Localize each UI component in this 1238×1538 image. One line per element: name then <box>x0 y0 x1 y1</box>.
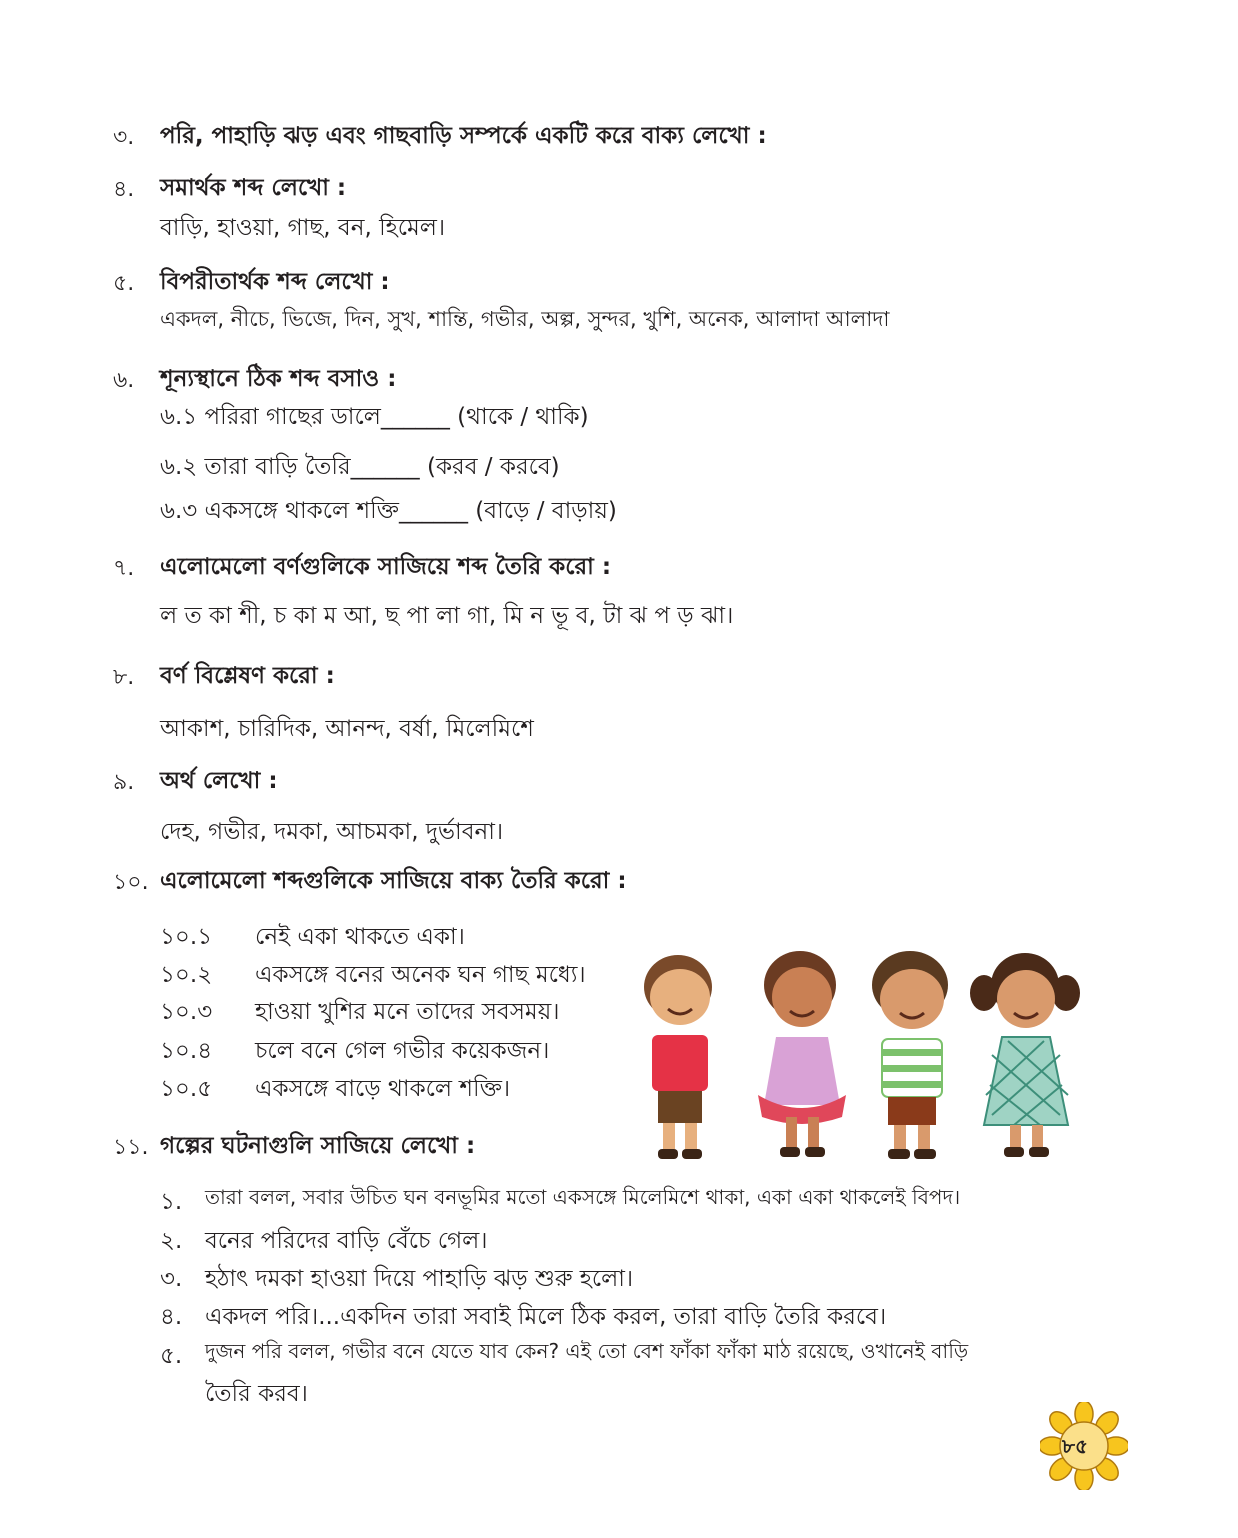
q11-item-3-text: হঠাৎ দমকা হাওয়া দিয়ে পাহাড়ি ঝড় শুরু হলো। <box>205 1266 634 1292</box>
q10-item-4-text: চলে বনে গেল গভীর কয়েকজন। <box>255 1038 550 1064</box>
q8-text: আকাশ, চারিদিক, আনন্দ, বর্ষা, মিলেমিশে <box>160 716 534 742</box>
q11-item-3-number: ৩. <box>160 1266 183 1292</box>
q5-number: ৫. <box>113 271 135 296</box>
q9-number: ৯. <box>113 770 135 795</box>
q10-item-4-number: ১০.৪ <box>160 1038 213 1064</box>
child-2-figure <box>758 951 846 1157</box>
child-1-figure <box>644 955 712 1159</box>
q9-heading: অর্থ লেখো : <box>160 768 278 794</box>
child-3-figure <box>872 951 948 1159</box>
q10-number: ১০. <box>113 870 149 895</box>
q10-item-5-text: একসঙ্গে বাড়ে থাকলে শক্তি। <box>255 1076 511 1102</box>
q10-item-1-text: নেই একা থাকতে একা। <box>255 924 465 950</box>
q11-item-4-text: একদল পরি।...একদিন তারা সবাই মিলে ঠিক করল, তারা বাড়ি তৈরি করবে। <box>205 1304 887 1330</box>
q11-item-5-number: ৫. <box>160 1343 183 1369</box>
q6-item-3: ৬.৩ একসঙ্গে থাকলে শক্তি______ (বাড়ে / বাড়ায়) <box>160 498 617 524</box>
q11-item-2-number: ২. <box>160 1228 183 1254</box>
q11-item-5-text-continued: তৈরি করব। <box>205 1381 308 1407</box>
q10-item-5-number: ১০.৫ <box>160 1076 213 1102</box>
q4-number: ৪. <box>113 177 135 202</box>
q11-item-2-text: বনের পরিদের বাড়ি বেঁচে গেল। <box>205 1228 488 1254</box>
children-illustration <box>630 945 1130 1170</box>
q6-item-1: ৬.১ পরিরা গাছের ডালে______ (থাকে / থাকি) <box>160 404 589 430</box>
q4-text: বাড়ি, হাওয়া, গাছ, বন, হিমেল। <box>160 215 446 241</box>
q11-item-1-number: ১. <box>160 1189 183 1215</box>
q11-item-1-text: তারা বলল, সবার উচিত ঘন বনভূমির মতো একসঙ্গে মিলেমিশে থাকা, একা একা থাকলেই বিপদ। <box>205 1185 961 1209</box>
q10-item-1-number: ১০.১ <box>160 924 213 950</box>
q8-number: ৮. <box>113 665 135 690</box>
q7-heading: এলোমেলো বর্ণগুলিকে সাজিয়ে শব্দ তৈরি করো : <box>160 554 612 580</box>
q9-text: দেহ, গভীর, দমকা, আচমকা, দুর্ভাবনা। <box>160 819 504 845</box>
q11-item-5-text: দুজন পরি বলল, গভীর বনে যেতে যাব কেন? এই তো বেশ ফাঁকা ফাঁকা মাঠ রয়েছে, ওখানেই বাড়ি <box>205 1339 969 1363</box>
q3-number: ৩. <box>113 125 135 150</box>
q5-heading: বিপরীতার্থক শব্দ লেখো : <box>160 269 390 295</box>
q10-item-2-number: ১০.২ <box>160 962 213 988</box>
q11-number: ১১. <box>113 1135 149 1160</box>
q10-heading: এলোমেলো শব্দগুলিকে সাজিয়ে বাক্য তৈরি করো : <box>160 868 627 894</box>
q11-heading: গল্পের ঘটনাগুলি সাজিয়ে লেখো : <box>160 1133 476 1159</box>
q11-item-4-number: ৪. <box>160 1304 183 1330</box>
q5-text: একদল, নীচে, ভিজে, দিন, সুখ, শান্তি, গভীর, অল্প, সুন্দর, খুশি, অনেক, আলাদা আলাদা <box>160 307 890 331</box>
q7-text: ল ত কা শী, চ কা ম আ, ছ পা লা গা, মি ন ভূ ব, টা ঝ প ড় ঝা। <box>160 603 734 629</box>
q8-heading: বর্ণ বিশ্লেষণ করো : <box>160 663 335 689</box>
q7-number: ৭. <box>113 556 135 581</box>
q10-item-2-text: একসঙ্গে বনের অনেক ঘন গাছ মধ্যে। <box>255 962 586 988</box>
q4-heading: সমার্থক শব্দ লেখো : <box>160 175 347 201</box>
child-4-figure <box>970 953 1080 1157</box>
page-number: ৮৫ <box>1062 1434 1088 1458</box>
q10-item-3-text: হাওয়া খুশির মনে তাদের সবসময়। <box>255 999 560 1025</box>
q6-item-2: ৬.২ তারা বাড়ি তৈরি______ (করব / করবে) <box>160 454 560 480</box>
q10-item-3-number: ১০.৩ <box>160 999 213 1025</box>
q3-heading: পরি, পাহাড়ি ঝড় এবং গাছবাড়ি সম্পর্কে একটি করে বাক্য লেখো : <box>160 123 767 149</box>
q6-heading: শূন্যস্থানে ঠিক শব্দ বসাও : <box>160 366 397 392</box>
q6-number: ৬. <box>113 368 135 393</box>
